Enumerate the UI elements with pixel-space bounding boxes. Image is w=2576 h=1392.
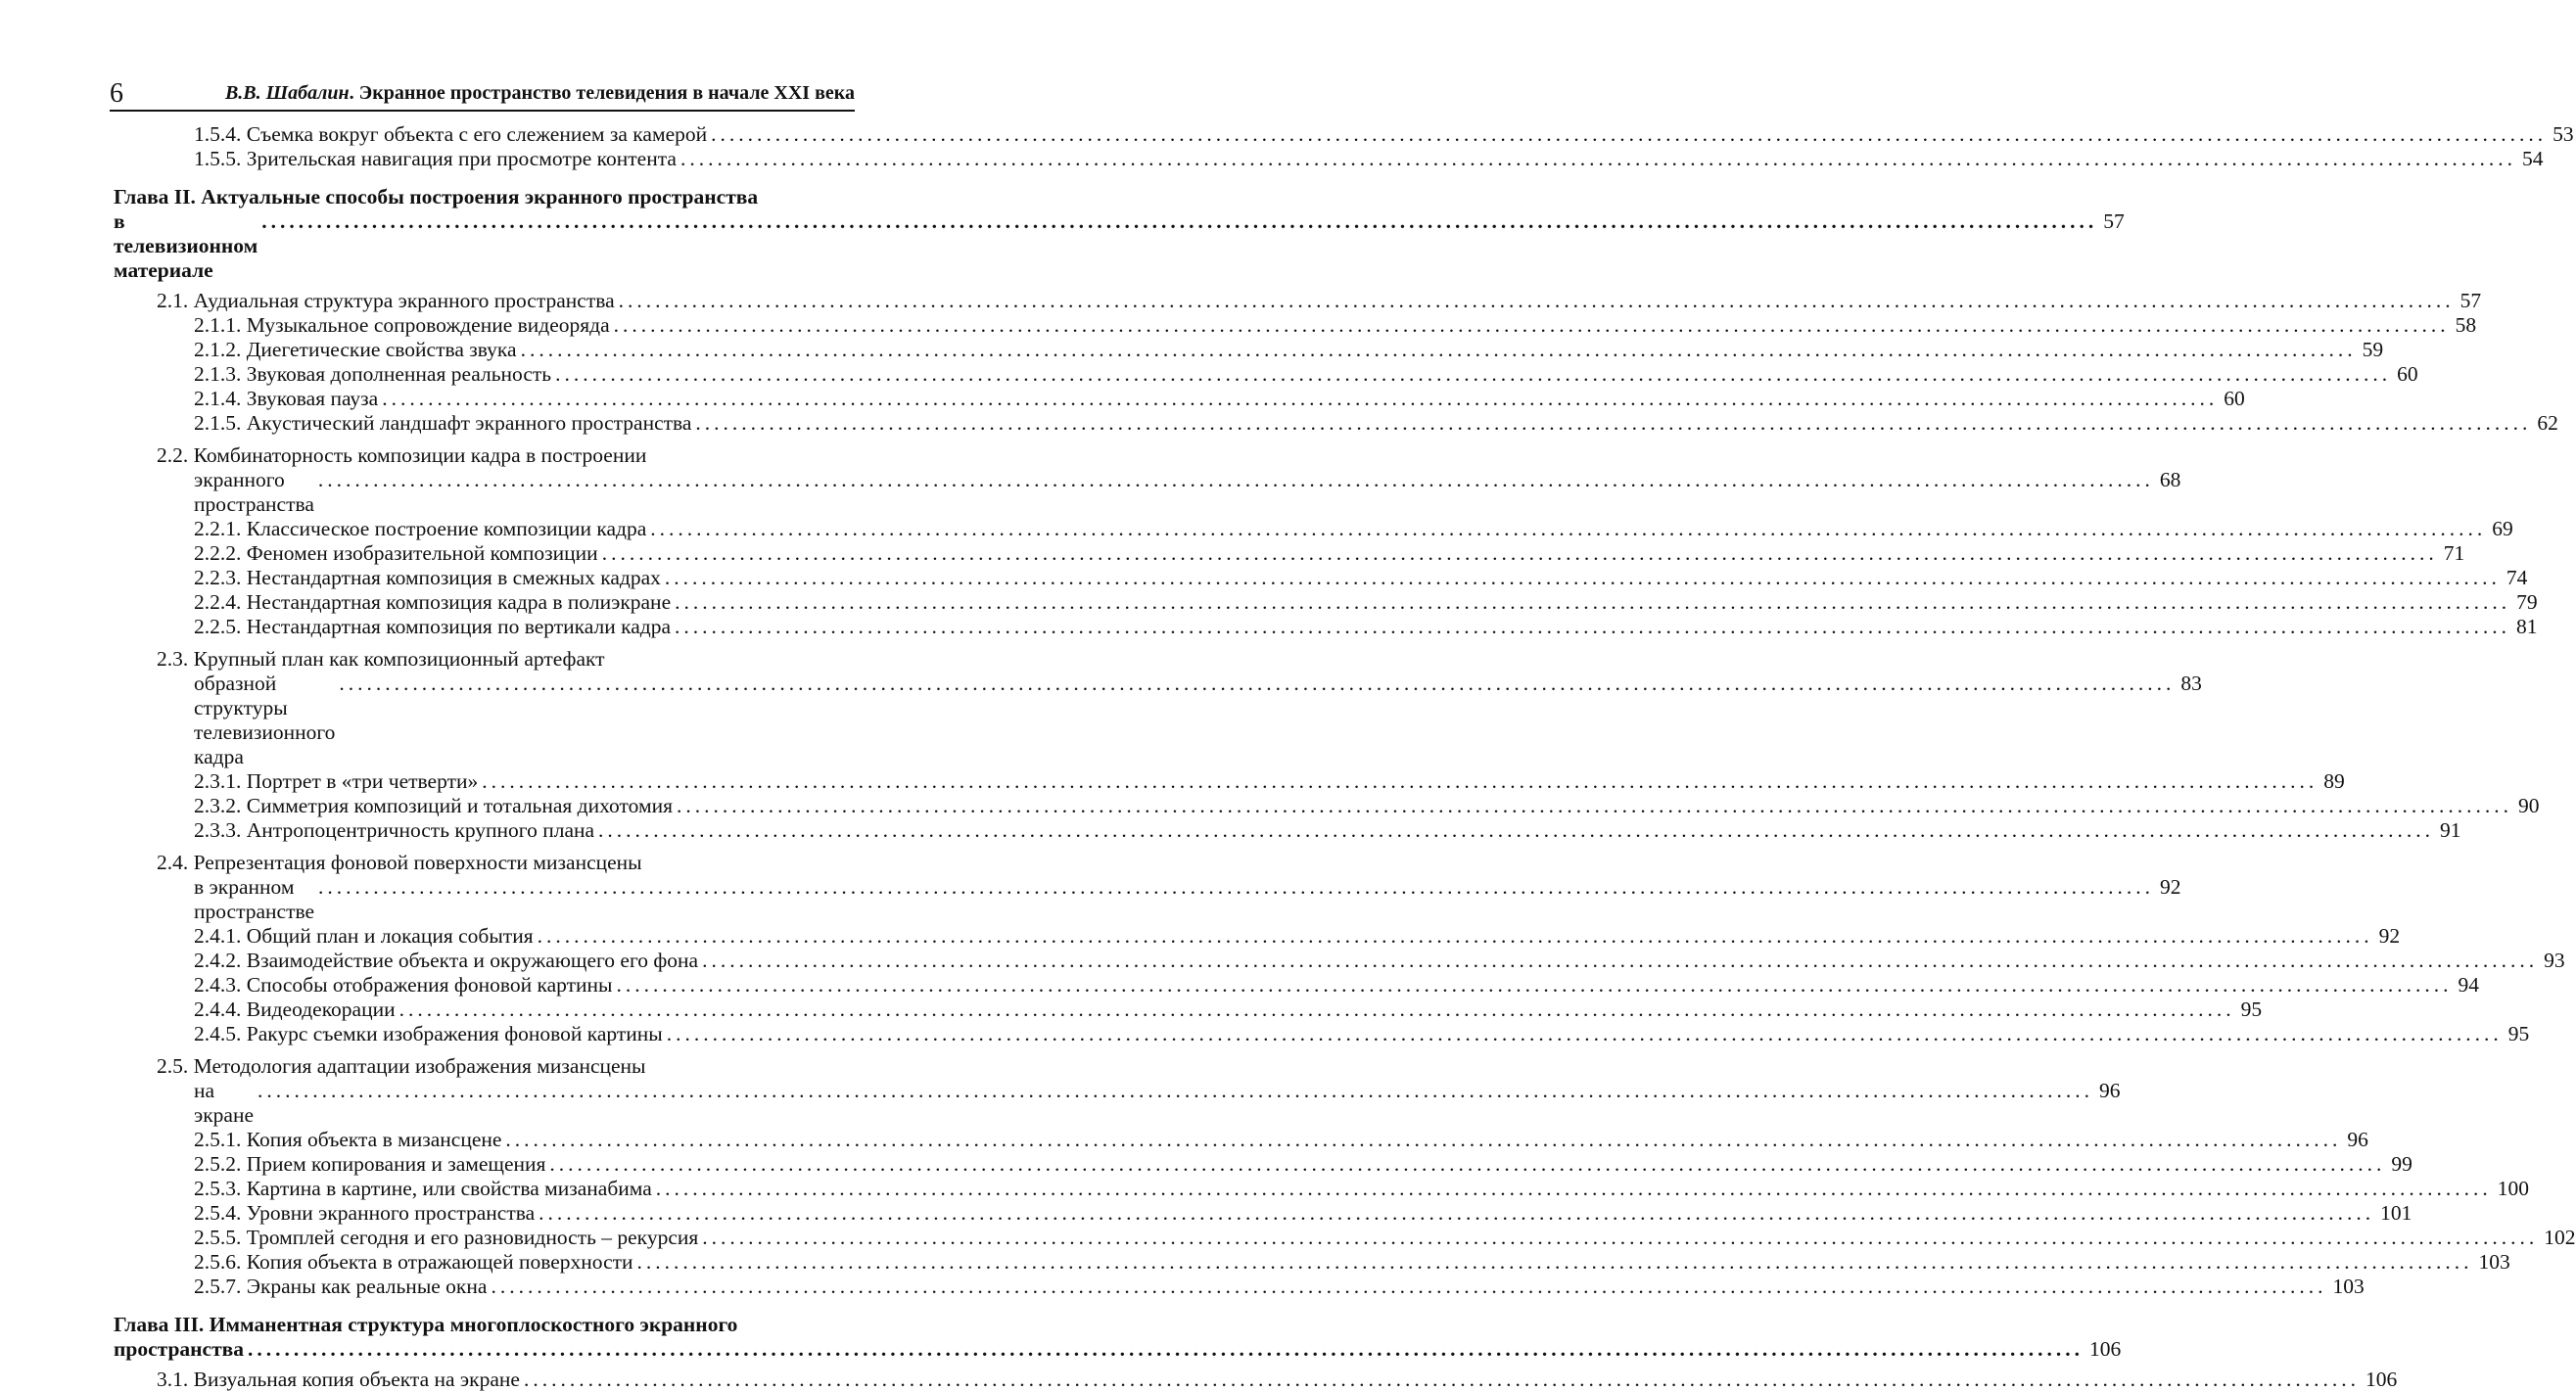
toc-entry-section[interactable] — [157, 443, 2181, 517]
toc-entry-section[interactable] — [157, 851, 2181, 924]
toc-entry-sub[interactable] — [194, 1022, 2530, 1046]
toc-entry-title: 2.2.5. Нестандартная композиция по вертикали кадра — [194, 615, 672, 638]
running-title — [225, 82, 855, 105]
toc-entry-line — [194, 338, 2384, 362]
header-rule — [110, 110, 855, 112]
toc-leader-dots: ........................................................................................................................................................................................................ — [555, 362, 2392, 386]
toc-leader-dots: ........................................................................................................................................................................................................ — [618, 289, 2455, 312]
toc-entry-title: 2.2.4. Нестандартная композиция кадра в полиэкране — [194, 590, 672, 614]
toc-leader-dots: ........................................................................................................................................................................................................ — [482, 769, 2318, 793]
toc-entry-sub[interactable] — [194, 1250, 2510, 1275]
toc-entry-page: 101 — [2380, 1201, 2412, 1225]
toc-entry-title: 2.3.3. Антропоцентричность крупного плана — [194, 818, 595, 842]
toc-leader-dots: ........................................................................................................................................................................................................ — [258, 1079, 2094, 1102]
toc-entry-page: 57 — [2103, 209, 2125, 233]
toc-entry-sub[interactable] — [194, 541, 2465, 566]
toc-leader-dots: ........................................................................................................................................................................................................ — [613, 313, 2450, 337]
toc-leader-dots: ........................................................................................................................................................................................................ — [636, 1250, 2473, 1274]
toc-entry-sub[interactable] — [194, 973, 2479, 998]
toc-leader-dots: ........................................................................................................................................................................................................ — [505, 1128, 2342, 1151]
toc-entry-line — [194, 769, 2345, 794]
toc-entry-line — [194, 517, 2513, 541]
toc-entry-page: 53 — [2553, 122, 2574, 146]
toc-entry-line — [194, 147, 2544, 171]
toc-entry-line — [194, 794, 2540, 818]
toc-entry-page: 93 — [2544, 949, 2565, 972]
toc-leader-dots: ........................................................................................................................................................................................................ — [261, 209, 2098, 233]
toc-entry-title: образной структуры телевизионного кадра — [194, 672, 336, 768]
toc-entry-page: 95 — [2240, 998, 2263, 1021]
toc-entry-page: 94 — [2458, 973, 2479, 997]
toc-entry-sub[interactable] — [194, 1152, 2412, 1177]
toc-entry-title: 2.4.3. Способы отображения фоновой картины — [194, 973, 613, 997]
toc-entry-line — [194, 615, 2538, 639]
toc-entry-title: пространства — [114, 1337, 245, 1361]
toc-entry-section[interactable] — [157, 289, 2482, 313]
toc-leader-dots: ........................................................................................................................................................................................................ — [676, 794, 2512, 817]
toc-entry-title-line: Глава III. Имманентная структура многоплоскостного экранного — [114, 1313, 738, 1336]
toc-entry-title: 2.1. Аудиальная структура экранного пространства — [157, 289, 615, 312]
toc-entry-line — [194, 924, 2401, 949]
toc-entry-title: 2.1.4. Звуковая пауза — [194, 387, 379, 410]
toc-entry-line — [194, 590, 2538, 615]
toc-entry-line — [194, 1201, 2412, 1226]
toc-entry-sub[interactable] — [194, 1275, 2365, 1299]
toc-leader-dots: ........................................................................................................................................................................................................ — [520, 338, 2357, 361]
toc-entry-page: 100 — [2497, 1177, 2530, 1200]
toc-entry-sub[interactable] — [194, 1201, 2412, 1226]
toc-entry-sub[interactable] — [194, 338, 2384, 362]
toc-entry-line — [194, 1250, 2510, 1275]
toc-entry-page: 106 — [2365, 1368, 2398, 1391]
page-number: 6 — [110, 78, 123, 109]
toc-entry-line — [194, 313, 2477, 338]
toc-entry-page: 92 — [2378, 924, 2401, 948]
toc-entry-title: 2.4.2. Взаимодействие объекта и окружающего его фона — [194, 949, 699, 972]
toc-entry-title-line: Глава II. Актуальные способы построения экранного пространства — [114, 185, 759, 209]
toc-entry-sub[interactable] — [194, 1226, 2576, 1250]
toc-entry-line — [194, 1226, 2576, 1250]
toc-entry-line — [194, 1128, 2368, 1152]
toc-entry-title: 2.2.3. Нестандартная композиция в смежных кадрах — [194, 566, 661, 589]
toc-leader-dots: ........................................................................................................................................................................................................ — [695, 411, 2532, 435]
toc-entry-page: 91 — [2440, 818, 2461, 842]
toc-leader-dots: ........................................................................................................................................................................................................ — [523, 1368, 2360, 1391]
toc-entry-sub[interactable] — [194, 924, 2401, 949]
toc-entry-page: 60 — [2397, 362, 2418, 386]
toc-leader-dots: ........................................................................................................................................................................................................ — [702, 949, 2539, 972]
toc-entry-page: 96 — [2347, 1128, 2368, 1151]
toc-entry-line — [114, 1337, 2122, 1362]
toc-leader-dots: ........................................................................................................................................................................................................ — [491, 1275, 2327, 1298]
toc-entry-line — [194, 1022, 2530, 1046]
toc-entry-sub[interactable] — [194, 122, 2574, 147]
toc-entry-line — [194, 818, 2461, 843]
toc-entry-page: 57 — [2459, 289, 2482, 312]
toc-entry-title: 2.3.2. Симметрия композиций и тотальная дихотомия — [194, 794, 673, 817]
toc-entry-title: 2.5.1. Копия объекта в мизансцене — [194, 1128, 502, 1151]
toc-leader-dots: ........................................................................................................................................................................................................ — [398, 998, 2235, 1021]
toc-entry-page: 102 — [2544, 1226, 2576, 1249]
toc-entry-line — [157, 289, 2482, 313]
toc-entry-title: 2.5.4. Уровни экранного пространства — [194, 1201, 536, 1225]
toc-entry-line — [194, 949, 2565, 973]
toc-entry-title: 2.1.1. Музыкальное сопровождение видеоряда — [194, 313, 610, 337]
toc-entry-page: 60 — [2224, 387, 2245, 410]
toc-leader-dots: ........................................................................................................................................................................................................ — [598, 818, 2435, 842]
toc-leader-dots: ........................................................................................................................................................................................................ — [248, 1337, 2084, 1361]
toc-entry-title-line: 2.5. Методология адаптации изображения мизансцены — [157, 1054, 646, 1078]
toc-entry-title: 2.5.3. Картина в картине, или свойства мизанабима — [194, 1177, 652, 1200]
author-name: В.В. Шабалин — [224, 82, 350, 104]
toc-entry-sub[interactable] — [194, 517, 2513, 541]
toc-entry-sub[interactable] — [194, 590, 2538, 615]
toc-entry-title: 2.4.5. Ракурс съемки изображения фоновой картины — [194, 1022, 663, 1045]
toc-leader-dots: ........................................................................................................................................................................................................ — [675, 590, 2511, 614]
toc-entry-section[interactable] — [157, 647, 2202, 769]
toc-leader-dots: ........................................................................................................................................................................................................ — [616, 973, 2453, 997]
toc-entry-title: 2.5.5. Тромплей сегодня и его разновидность – рекурсия — [194, 1226, 699, 1249]
toc-entry-chapter[interactable] — [114, 185, 2125, 283]
toc-entry-page: 89 — [2323, 769, 2345, 793]
toc-entry-title-line: 2.3. Крупный план как композиционный артефакт — [157, 647, 605, 671]
toc-entry-line — [157, 1368, 2398, 1392]
toc-entry-page: 59 — [2362, 338, 2384, 361]
toc-leader-dots: ........................................................................................................................................................................................................ — [666, 1022, 2503, 1045]
toc-entry-line — [194, 411, 2558, 436]
toc-entry-sub[interactable] — [194, 566, 2528, 590]
toc-leader-dots: ........................................................................................................................................................................................................ — [702, 1226, 2539, 1249]
toc-entry-chapter[interactable] — [114, 1313, 2122, 1362]
toc-leader-dots: ........................................................................................................................................................................................................ — [317, 468, 2154, 491]
toc-entry-line — [194, 362, 2418, 387]
toc-entry-section[interactable] — [157, 1368, 2398, 1392]
toc-entry-sub[interactable] — [194, 411, 2558, 436]
toc-entry-title: 2.3.1. Портрет в «три четверти» — [194, 769, 479, 793]
toc-entry-sub[interactable] — [194, 1177, 2530, 1201]
toc-leader-dots: ........................................................................................................................................................................................................ — [539, 1201, 2375, 1225]
toc-entry-line — [194, 122, 2574, 147]
toc-entry-line — [194, 1152, 2412, 1177]
toc-entry-page: 96 — [2099, 1079, 2121, 1102]
toc-entry-page: 99 — [2391, 1152, 2412, 1176]
toc-entry-line — [194, 387, 2245, 411]
toc-entry-title: 2.2.1. Классическое построение композиции кадра — [194, 517, 647, 540]
toc-entry-line — [194, 566, 2528, 590]
toc-entry-page: 68 — [2159, 468, 2181, 491]
toc-entry-page: 62 — [2537, 411, 2558, 435]
toc-entry-page: 83 — [2180, 672, 2202, 695]
toc-leader-dots: ........................................................................................................................................................................................................ — [650, 517, 2487, 540]
toc-leader-dots: ........................................................................................................................................................................................................ — [318, 875, 2155, 899]
toc-leader-dots: ........................................................................................................................................................................................................ — [382, 387, 2219, 410]
toc-entry-page: 103 — [2478, 1250, 2510, 1274]
toc-entry-sub[interactable] — [194, 615, 2538, 639]
toc-leader-dots: ........................................................................................................................................................................................................ — [664, 566, 2501, 589]
toc-entry-title: 2.4.1. Общий план и локация события — [194, 924, 534, 948]
toc-entry-sub[interactable] — [194, 387, 2245, 411]
toc-entry-line — [194, 998, 2263, 1022]
toc-entry-line — [157, 672, 2202, 769]
toc-entry-title: 2.5.6. Копия объекта в отражающей поверхности — [194, 1250, 633, 1274]
toc-entry-sub[interactable] — [194, 818, 2461, 843]
toc-leader-dots: ........................................................................................................................................................................................................ — [537, 924, 2373, 948]
toc-entry-title-line: 2.2. Комбинаторность композиции кадра в построении — [157, 443, 647, 467]
toc-leader-dots: ........................................................................................................................................................................................................ — [711, 122, 2548, 146]
toc-entry-title: 2.2.2. Феномен изобразительной композиции — [194, 541, 598, 565]
toc-entry-title: 2.1.3. Звуковая дополненная реальность — [194, 362, 552, 386]
toc-entry-line — [194, 1275, 2365, 1299]
toc-entry-page: 90 — [2517, 794, 2540, 817]
toc-entry-title: 2.1.5. Акустический ландшафт экранного пространства — [194, 411, 692, 435]
toc-entry-title: 1.5.5. Зрительская навигация при просмотре контента — [194, 147, 677, 170]
toc-entry-title: 2.5.2. Прием копирования и замещения — [194, 1152, 546, 1176]
toc-entry-line — [194, 541, 2465, 566]
toc-entry-sub[interactable] — [194, 998, 2263, 1022]
toc-entry-line — [114, 209, 2125, 283]
toc-entry-title: в экранном пространстве — [194, 875, 315, 923]
toc-entry-page: 103 — [2332, 1275, 2365, 1298]
toc-entry-page: 79 — [2516, 590, 2538, 614]
toc-entry-title: на экране — [194, 1079, 255, 1127]
toc-entry-sub[interactable] — [194, 313, 2477, 338]
toc-entry-sub[interactable] — [194, 769, 2345, 794]
toc-entry-line — [157, 468, 2181, 517]
toc-entry-title: в телевизионном материале — [114, 209, 258, 282]
toc-entry-title: 2.1.2. Диегетические свойства звука — [194, 338, 517, 361]
toc-entry-sub[interactable] — [194, 362, 2418, 387]
toc-entry-page: 71 — [2443, 541, 2465, 565]
toc-entry-page: 74 — [2506, 566, 2528, 589]
toc-entry-sub[interactable] — [194, 794, 2540, 818]
toc-entry-page: 106 — [2089, 1337, 2122, 1361]
toc-leader-dots: ........................................................................................................................................................................................................ — [655, 1177, 2492, 1200]
toc-leader-dots: ........................................................................................................................................................................................................ — [679, 147, 2516, 170]
toc-entry-page: 81 — [2516, 615, 2538, 638]
toc-entry-title: 1.5.4. Съемка вокруг объекта с его слежением за камерой — [194, 122, 708, 146]
toc-entry-title: 3.1. Визуальная копия объекта на экране — [157, 1368, 520, 1391]
toc-entry-line — [194, 1177, 2530, 1201]
toc-leader-dots: ........................................................................................................................................................................................................ — [601, 541, 2438, 565]
toc-entry-sub[interactable] — [194, 949, 2565, 973]
toc-entry-line — [157, 875, 2181, 924]
toc-entry-sub[interactable] — [194, 1128, 2368, 1152]
toc-entry-title-line: 2.4. Репрезентация фоновой поверхности мизансцены — [157, 851, 642, 874]
toc-entry-sub[interactable] — [194, 147, 2544, 171]
toc-entry-section[interactable] — [157, 1054, 2121, 1128]
toc-entry-title: 2.4.4. Видеодекорации — [194, 998, 396, 1021]
table-of-contents — [0, 122, 2576, 1392]
toc-entry-line — [157, 1079, 2121, 1128]
toc-entry-page: 58 — [2455, 313, 2477, 337]
toc-leader-dots: ........................................................................................................................................................................................................ — [339, 672, 2176, 695]
running-header — [110, 78, 855, 112]
toc-entry-page: 69 — [2492, 517, 2513, 540]
toc-entry-line — [194, 973, 2479, 998]
book-title: . Экранное пространство телевидения в начале XXI века — [349, 82, 855, 104]
toc-entry-title: 2.5.7. Экраны как реальные окна — [194, 1275, 488, 1298]
toc-entry-title: экранного пространства — [194, 468, 314, 516]
toc-entry-page: 95 — [2507, 1022, 2530, 1045]
toc-leader-dots: ........................................................................................................................................................................................................ — [675, 615, 2511, 638]
toc-entry-page: 92 — [2160, 875, 2181, 899]
toc-leader-dots: ........................................................................................................................................................................................................ — [549, 1152, 2386, 1176]
toc-entry-page: 54 — [2521, 147, 2544, 170]
